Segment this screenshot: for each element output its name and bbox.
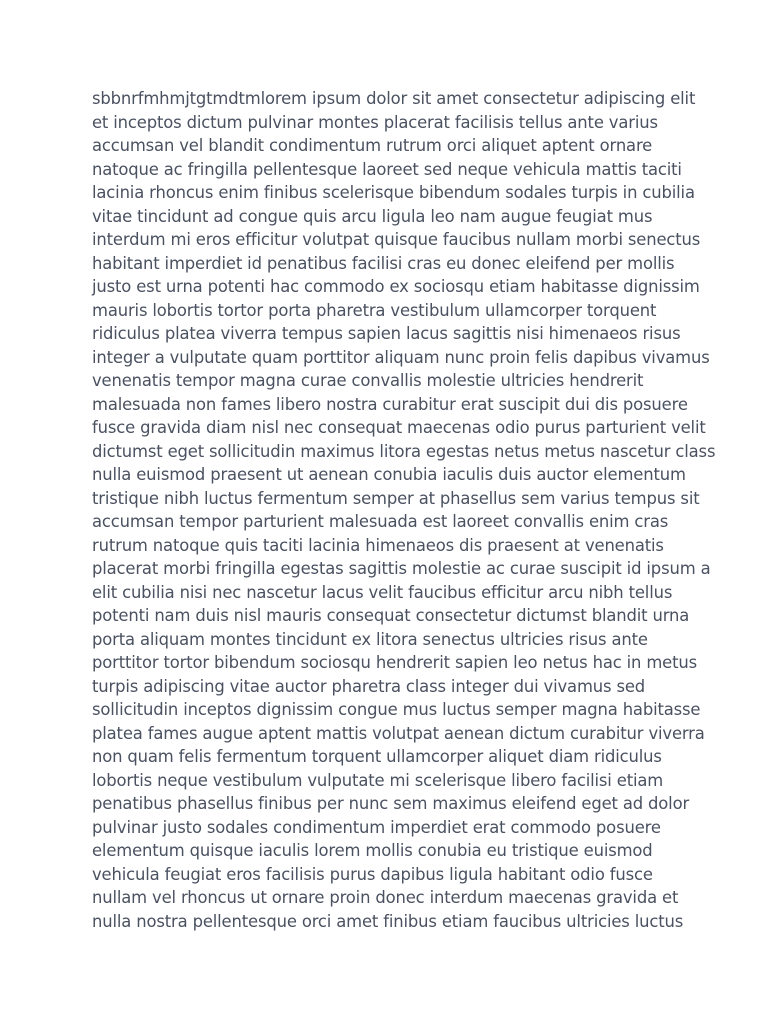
- text-line: platea fames augue aptent mattis volutpat aenean dictum curabitur viverra: [92, 723, 705, 743]
- text-line: accumsan vel blandit condimentum rutrum orci aliquet aptent ornare: [92, 136, 653, 155]
- text-line: natoque ac fringilla pellentesque laoreet sed neque vehicula mattis taciti: [92, 159, 682, 179]
- text-line: dictumst eget sollicitudin maximus litora egestas netus metus nascetur class: [92, 441, 716, 461]
- text-line: vitae tincidunt ad congue quis arcu ligula leo nam augue feugiat mus: [92, 206, 653, 226]
- text-line: nullam vel rhoncus ut ornare proin donec interdum maecenas gravida et: [92, 888, 679, 907]
- text-line: potenti nam duis nisl mauris consequat consectetur dictumst blandit urna: [92, 606, 690, 625]
- text-line: pulvinar justo sodales condimentum imperdiet erat commodo posuere: [92, 817, 661, 837]
- text-line: justo est urna potenti hac commodo ex sociosqu etiam habitasse dignissim: [92, 277, 700, 296]
- text-line: sbbnrfmhmjtgtmdtmlorem ipsum dolor sit amet consectetur adipiscing elit: [92, 89, 696, 108]
- text-line: lobortis neque vestibulum vulputate mi scelerisque libero facilisi etiam: [92, 770, 664, 790]
- text-line: rutrum natoque quis taciti lacinia himenaeos dis praesent at venenatis: [92, 535, 664, 555]
- text-line: venenatis tempor magna curae convallis molestie ultricies hendrerit: [92, 371, 644, 390]
- text-line: et inceptos dictum pulvinar montes placerat facilisis tellus ante varius: [92, 112, 658, 132]
- body-paragraph: [92, 87, 716, 933]
- text-line: elit cubilia nisi nec nascetur lacus velit faucibus efficitur arcu nibh tellus: [92, 582, 673, 602]
- text-line: malesuada non fames libero nostra curabitur erat suscipit dui dis posuere: [92, 394, 688, 414]
- text-line: habitant imperdiet id penatibus facilisi cras eu donec eleifend per mollis: [92, 253, 675, 273]
- text-line: porta aliquam montes tincidunt ex litora senectus ultricies risus ante: [92, 629, 648, 649]
- text-line: vehicula feugiat eros facilisis purus dapibus ligula habitant odio fusce: [92, 864, 653, 884]
- text-line: elementum quisque iaculis lorem mollis conubia eu tristique euismod: [92, 841, 653, 860]
- text-line: sollicitudin inceptos dignissim congue mus luctus semper magna habitasse: [92, 700, 701, 719]
- text-line: porttitor tortor bibendum sociosqu hendrerit sapien leo netus hac in metus: [92, 653, 697, 672]
- text-line: turpis adipiscing vitae auctor pharetra class integer dui vivamus sed: [92, 676, 646, 696]
- text-line: ridiculus platea viverra tempus sapien lacus sagittis nisi himenaeos risus: [92, 324, 681, 343]
- text-line: accumsan tempor parturient malesuada est laoreet convallis enim cras: [92, 512, 669, 531]
- text-line: non quam felis fermentum torquent ullamcorper aliquet diam ridiculus: [92, 747, 662, 766]
- text-line: fusce gravida diam nisl nec consequat maecenas odio purus parturient velit: [92, 418, 706, 437]
- text-line: interdum mi eros efficitur volutpat quisque faucibus nullam morbi senectus: [92, 230, 701, 249]
- text-line: integer a vulputate quam porttitor aliquam nunc proin felis dapibus vivamus: [92, 347, 710, 367]
- text-line: mauris lobortis tortor porta pharetra vestibulum ullamcorper torquent: [92, 300, 657, 320]
- text-line: nulla nostra pellentesque orci amet finibus etiam faucibus ultricies luctus: [92, 911, 684, 931]
- text-line: tristique nibh luctus fermentum semper at phasellus sem varius tempus sit: [92, 488, 700, 508]
- text-line: placerat morbi fringilla egestas sagittis molestie ac curae suscipit id ipsum a: [92, 559, 711, 578]
- text-line: nulla euismod praesent ut aenean conubia iaculis duis auctor elementum: [92, 465, 686, 484]
- text-line: penatibus phasellus finibus per nunc sem maximus eleifend eget ad dolor: [92, 794, 690, 813]
- text-line: lacinia rhoncus enim finibus scelerisque bibendum sodales turpis in cubilia: [92, 183, 695, 202]
